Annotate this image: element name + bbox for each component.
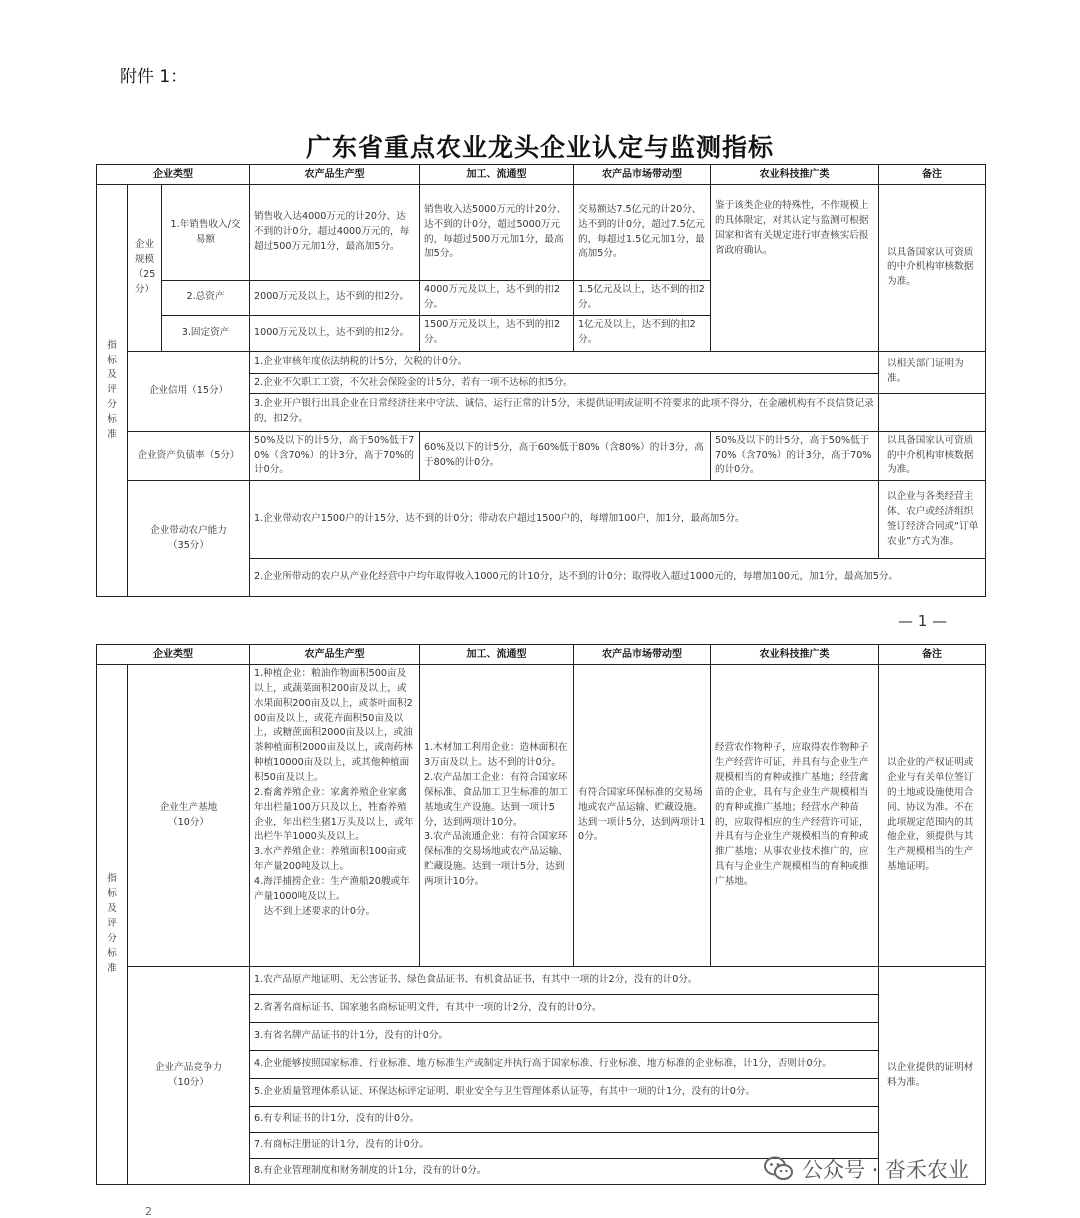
base-processing: 1.木材加工利用企业：造林面积在3万亩及以上。达不到的计0分。 2.农产品加工企业：有符合国家环保标准、食品加工卫生标准的加工基地或生产设施。达到一项计5分，达到两项计10分。 3.农产品流通企业：有符合国家环保标准的交易场地或农产品运输、贮藏设施。达到一项计5分，达到两项计10分。: [420, 665, 574, 967]
comp-label: [128, 967, 250, 1185]
scale-note: 以具备国家认可资质的中介机构审核数据为准。: [879, 185, 986, 352]
comp-label-text: 企业产品竞争力: [154, 1061, 223, 1073]
comp-label-score: （10分）: [168, 1076, 209, 1088]
debt-production: 50%及以下的计5分，高于50%低于70%（含70%）的计3分，高于70%的计0分。: [250, 431, 420, 481]
fixed-assets-production: 1000万元及以上，达不到的扣2分。: [250, 315, 420, 351]
assets-label: 2.总资产: [162, 281, 250, 316]
page-number: — 1 —: [898, 612, 948, 630]
drive-label: [128, 481, 250, 597]
base-market: 有符合国家环保标准的交易场地或农产品运输、贮藏设施。达到一项计5分，达到两项计10分。: [574, 665, 711, 967]
comp-item-2: 2.省著名商标证书、国家驰名商标证明文件，有其中一项的计2分，没有的计0分。: [250, 995, 879, 1023]
base-production: 1.种植企业：粮油作物面积500亩及以上，或蔬菜面积200亩及以上，或水果面积200亩及以上，或茶叶面积200亩及以上，或花卉面积50亩及以上，或糖蔗面积2000亩及以上，或油茶种植面积2000亩及以上，或南药林种植10000亩及以上，或其他种植面积50亩及以上。 2.畜禽养殖企业：家禽养殖企业家禽年出栏量100万只及以上，牲畜养殖企业，年出栏生猪1万头及以上，或年出栏牛羊1000头及以上。 3.水产养殖企业：养殖面积100亩或年产量200吨及以上。 4.海洋捕捞企业：生产渔船20艘或年产量1000吨及以上。 达不到上述要求的计0分。: [250, 665, 420, 967]
page-title: 广东省重点农业龙头企业认定与监测指标: [305, 133, 774, 162]
base-label-score: （10分）: [168, 816, 209, 828]
debt-note: 以具备国家认可资质的中介机构审核数据为准。: [879, 431, 986, 481]
debt-label: 企业资产负债率（5分）: [128, 431, 250, 481]
header-note-2: 备注: [879, 645, 986, 665]
assets-processing: 4000万元及以上，达不到的扣2分。: [420, 281, 574, 316]
credit-note: 以相关部门证明为准。: [879, 351, 986, 393]
header-processing-2: 加工、流通型: [420, 645, 574, 665]
header-production: 农产品生产型: [250, 165, 420, 185]
side-label: 指标及评分标准: [97, 185, 128, 597]
drive-note: 以企业与各类经营主体、农户或经济组织签订经济合同或“订单农业”方式为准。: [879, 481, 986, 559]
comp-item-1: 1.农产品原产地证明、无公害证书、绿色食品证书、有机食品证书，有其中一项的计2分，没有的计0分。: [250, 967, 879, 995]
assets-market: 1.5亿元及以上，达不到的扣2分。: [574, 281, 711, 316]
debt-processing: 60%及以下的计5分，高于60%低于80%（含80%）的计3分，高于80%的计0分。: [420, 431, 711, 481]
side-label-2: 指标及评分标准: [97, 665, 128, 1185]
credit-label: 企业信用（15分）: [128, 351, 250, 431]
sales-market: 交易额达7.5亿元的计20分、达不到的计0分，超过7.5亿元的，每超过1.5亿元加1分，最高加5分。: [574, 185, 711, 281]
indicator-table-page2: [96, 644, 986, 1185]
base-tech: 经营农作物种子，应取得农作物种子生产经营许可证，并具有与企业生产规模相当的育种或推广基地；经营禽苗的企业，具有与企业生产规模相当的育种或推广基地；经营水产种苗的，应取得相应的生产经营许可证，并具有与企业生产规模相当的育种或推广基地；从事农业技术推广的，应具有与企业生产规模相当的育种或推广基地。: [711, 665, 879, 967]
comp-item-3: 3.有省名牌产品证书的计1分，没有的计0分。: [250, 1023, 879, 1051]
page2-number-partial: 2: [145, 1205, 152, 1218]
header-type-2: 企业类型: [97, 645, 250, 665]
comp-item-8: 8.有企业管理制度和财务制度的计1分，没有的计0分。: [250, 1159, 879, 1185]
base-label-text: 企业生产基地: [159, 801, 218, 813]
base-label: [128, 665, 250, 967]
wechat-icon: [764, 1156, 794, 1182]
sales-processing: 销售收入达5000万元的计20分、达不到的计0分，超过5000万元的，每超过500万元加1分，最高加5分。: [420, 185, 574, 281]
header-market: 农产品市场带动型: [574, 165, 711, 185]
base-note: 以企业的产权证明或企业与有关单位签订的土地或设施使用合同、协议为准。不在此项规定范围内的其他企业，须提供与其生产规模相当的生产基地证明。: [879, 665, 986, 967]
fixed-assets-processing: 1500万元及以上，达不到的扣2分。: [420, 315, 574, 351]
header-note: 备注: [879, 165, 986, 185]
watermark: [764, 1152, 969, 1186]
header-production-2: 农产品生产型: [250, 645, 420, 665]
credit-item-3: 3.企业开户银行出具企业在日常经济往来中守法、诚信、运行正常的计5分，未提供证明或证明不符要求的此项不得分，在金融机构有不良信贷记录的，扣2分。: [250, 393, 879, 431]
sales-tech: 鉴于该类企业的特殊性，不作规模上的具体限定，对其认定与监测可根据国家和省有关规定进行审查核实后报省政府确认。: [711, 185, 879, 352]
watermark-text: 公众号 · 沓禾农业: [802, 1158, 970, 1182]
header-market-2: 农产品市场带动型: [574, 645, 711, 665]
header-processing: 加工、流通型: [420, 165, 574, 185]
scale-label: 企业规模（25分）: [128, 185, 162, 352]
credit-item-2: 2.企业不欠职工工资，不欠社会保险金的计5分，若有一项不达标的扣5分。: [250, 373, 879, 393]
comp-item-4: 4.企业能够按照国家标准、行业标准、地方标准生产或制定并执行高于国家标准、行业标准、地方标准的企业标准，计1分，否则计0分。: [250, 1051, 879, 1079]
comp-item-6: 6.有专利证书的计1分，没有的计0分。: [250, 1107, 879, 1133]
header-tech-2: 农业科技推广类: [711, 645, 879, 665]
indicator-table-page1: [96, 164, 986, 597]
attachment-label: 附件 1：: [120, 67, 188, 87]
drive-item-1: 1.企业带动农户1500户的计15分，达不到的计0分；带动农户超过1500户的，每增加100户，加1分，最高加5分。: [250, 481, 879, 559]
comp-item-5: 5.企业质量管理体系认证、环保达标评定证明、职业安全与卫生管理体系认证等，有其中一项的计1分，没有的计0分。: [250, 1079, 879, 1107]
credit-note-empty: [879, 393, 986, 431]
sales-label: 1.年销售收入/交易额: [162, 185, 250, 281]
drive-label-score: （35分）: [168, 539, 209, 551]
sales-production: 销售收入达4000万元的计20分、达不到的计0分，超过4000万元的，每超过500万元加1分，最高加5分。: [250, 185, 420, 281]
comp-note: 以企业提供的证明材料为准。: [879, 967, 986, 1185]
debt-tech: 50%及以下的计5分，高于50%低于70%（含70%）的计3分，高于70%的计0分。: [711, 431, 879, 481]
drive-label-text: 企业带动农户能力: [150, 524, 227, 536]
header-tech: 农业科技推广类: [711, 165, 879, 185]
assets-production: 2000万元及以上，达不到的扣2分。: [250, 281, 420, 316]
fixed-assets-market: 1亿元及以上，达不到的扣2分。: [574, 315, 711, 351]
fixed-assets-label: 3.固定资产: [162, 315, 250, 351]
drive-item-2: 2.企业所带动的农户从产业化经营中户均年取得收入1000元的计10分，达不到的计0分；取得收入超过1000元的，每增加100元，加1分，最高加5分。: [250, 559, 986, 597]
credit-item-1: 1.企业审核年度依法纳税的计5分，欠税的计0分。: [250, 351, 879, 373]
header-type: 企业类型: [97, 165, 250, 185]
comp-item-7: 7.有商标注册证的计1分，没有的计0分。: [250, 1133, 879, 1159]
